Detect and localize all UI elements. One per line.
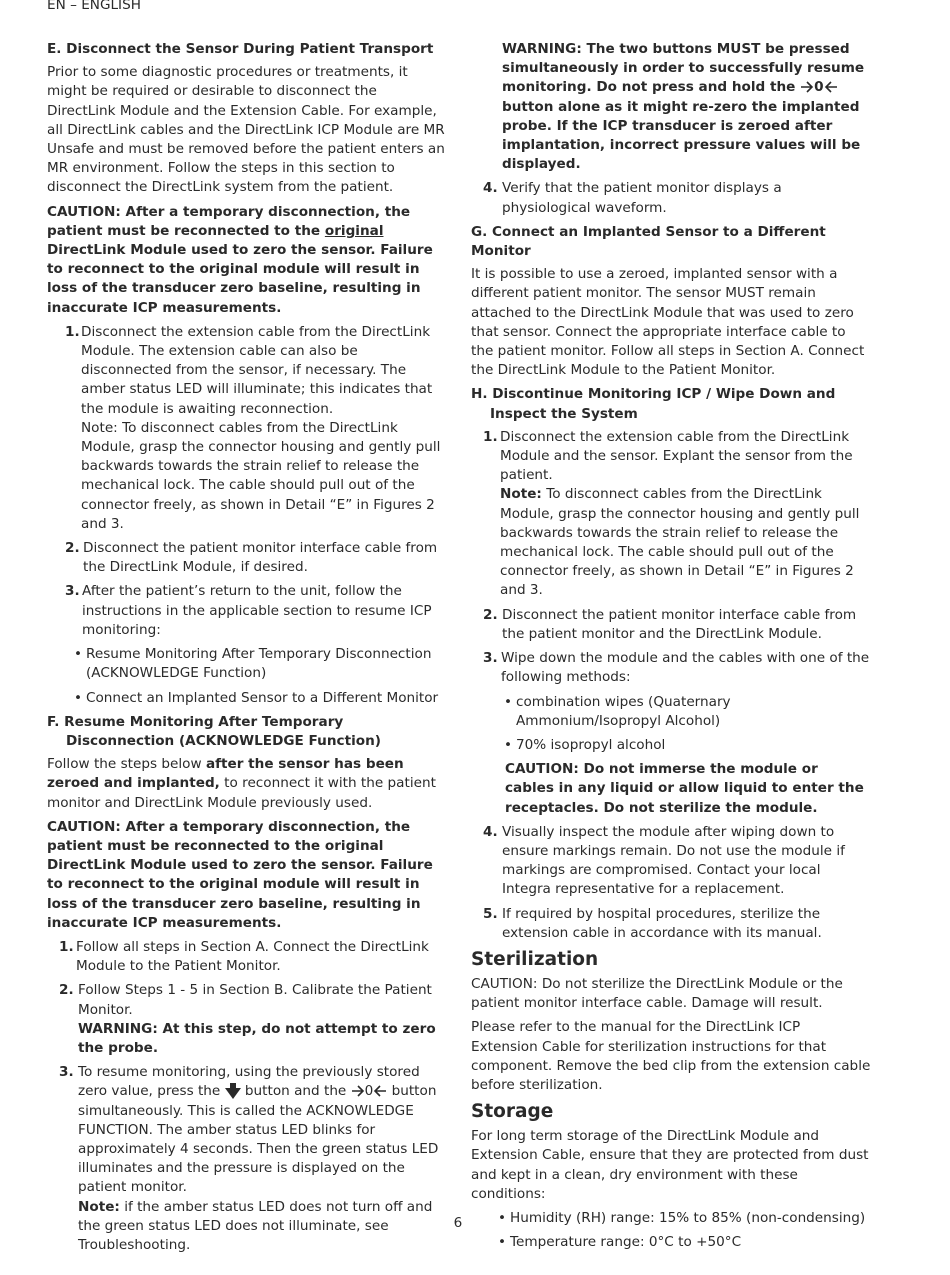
section-h-heading: H. Discontinue Monitoring ICP / Wipe Down and Inspect the System [471, 386, 836, 422]
list-item: • Connect an Implanted Sensor to a Different Monitor [74, 689, 439, 706]
list-item: • Resume Monitoring After Temporary Disconnection (ACKNOWLEDGE Function) [74, 646, 432, 682]
right-column [471, 40, 871, 1257]
step-e1: 1. Disconnect the extension cable from the DirectLink Module. The extension cable can also be disconnected from the sensor, if necessary. The amber status LED will illuminate; this indicates that the module is awaiting reconnection. Note: To disconnect cables from the DirectLink Module, grasp the connector housing and gently pull backwards towards the strain relief to release the mechanical lock. The cable should pull out of the connector freely, as shown in Detail “E” in Figures 2 and 3. [65, 323, 441, 532]
step-f4: 4. Verify that the patient monitor displays a physiological waveform. [483, 180, 782, 216]
sterilization-caution: CAUTION: Do not sterilize the DirectLink Module or the patient monitor interface cable. Damage will result. [471, 975, 843, 1012]
section-h-caution: CAUTION: Do not immerse the module or cables in any liquid or allow liquid to enter the receptacles. Do not sterilize the module. [505, 761, 864, 816]
section-g-text: It is possible to use a zeroed, implanted sensor with a different patient monitor. The sensor MUST remain attached to the DirectLink Module that was used to zero that sensor. Connect the appropriate interface cable to the patient monitor. Follow all steps in Section A. Connect the DirectLink Module to the Patient Monitor. [471, 266, 865, 379]
step-f1: 1. Follow all steps in Section A. Connect the DirectLink Module to the Patient Monitor. [59, 938, 429, 975]
language-header: EN – ENGLISH [47, 0, 141, 13]
arrow-left-icon [373, 1085, 387, 1097]
step-f2-warning: WARNING: At this step, do not attempt to zero the probe. [78, 1020, 436, 1056]
step-e1-text: Disconnect the extension cable from the DirectLink Module. The extension cable can also be disconnected from the sensor, if necessary. The amber status LED will illuminate; this indicates that the module is awaiting reconnection. [81, 323, 433, 417]
section-e-caution: CAUTION: After a temporary disconnection, the patient must be reconnected to the original DirectLink Module used to zero the sensor. Failure to reconnect to the original module will result in loss of the transducer zero baseline, resulting in inaccurate ICP measurements. [47, 203, 433, 316]
section-g-heading: G. Connect an Implanted Sensor to a Different Monitor [471, 223, 826, 260]
step-h2: 2. Disconnect the patient monitor interface cable from the patient monitor and the DirectLink Module. [483, 606, 857, 642]
list-item: • Humidity (RH) range: 15% to 85% (non-condensing) [498, 1209, 866, 1226]
section-f-caution: CAUTION: After a temporary disconnection, the patient must be reconnected to the original DirectLink Module used to zero the sensor. Failure to reconnect to the original module will result in loss of the transducer zero baseline, resulting in inaccurate ICP measurements. [47, 818, 433, 931]
step-h1: 1. Disconnect the extension cable from the DirectLink Module and the sensor. Explant the sensor from the patient. Note: To disconnect cables from the DirectLink Module, grasp the connector housing and gently pull backwards towards the strain relief to release the mechanical lock. The cable should pull out of the connector freely, as shown in Detail “E” in Figures 2 and 3. [483, 428, 860, 599]
down-triangle-icon [225, 1083, 241, 1099]
step-f2: 2. Follow Steps 1 - 5 in Section B. Calibrate the Patient Monitor. WARNING: At this step, do not attempt to zero the probe. [59, 982, 436, 1056]
list-item: • combination wipes (Quaternary Ammonium/Isopropyl Alcohol) [504, 693, 731, 729]
step-h4: 4. Visually inspect the module after wiping down to ensure markings remain. Do not use the module if markings are compromised. Contact your local Integra representative for a replacement. [483, 823, 845, 898]
list-item: • 70% isopropyl alcohol [504, 736, 666, 753]
section-f-heading: F. Resume Monitoring After Temporary Disconnection (ACKNOWLEDGE Function) [47, 713, 381, 749]
sterilization-heading: Sterilization [471, 948, 599, 970]
step-h3: 3. Wipe down the module and the cables with one of the following methods: [483, 650, 870, 686]
step-e2: 2. Disconnect the patient monitor interface cable from the DirectLink Module, if desired. [65, 540, 438, 576]
arrow-right-icon [351, 1085, 365, 1097]
list-item: • Temperature range: 0°C to +50°C [498, 1234, 742, 1251]
arrow-left-icon [824, 81, 838, 93]
step-f3-warning: WARNING: The two buttons MUST be pressed simultaneously in order to successfully resume monitoring. Do not press and hold the 0 button alone as it might re-zero the implanted probe. If the ICP transducer is zeroed after implantation, incorrect pressure values will be displayed. [502, 41, 865, 173]
step-e1-note: Note: To disconnect cables from the DirectLink Module, grasp the connector housing and gently pull backwards towards the strain relief to release the mechanical lock. The cable should pull out of the connector freely, as shown in Detail “E” in Figures 2 and 3. [81, 419, 441, 532]
page-number: 6 [453, 1215, 463, 1231]
step-f3: 3. To resume monitoring, using the previously stored zero value, press the button and the 0 button simultaneously. This is called the ACKNOWLEDGE FUNCTION. The amber status LED blinks for approximately 4 seconds. Then the green status LED illuminates and the pressure is displayed on the patient monitor. Note: if the amber status LED does not turn off and the green status LED does not illuminate, see Troubleshooting. [59, 1064, 439, 1253]
arrow-right-icon [800, 81, 814, 93]
section-e-heading: E. Disconnect the Sensor During Patient Transport [47, 41, 434, 57]
step-e3: 3. After the patient’s return to the unit, follow the instructions in the applicable section to resume ICP monitoring: [65, 583, 432, 638]
step-h5: 5. If required by hospital procedures, sterilize the extension cable in accordance with its manual. [483, 905, 822, 941]
storage-text: For long term storage of the DirectLink Module and Extension Cable, ensure that they are protected from dust and kept in a clean, dry environment with these conditions: [471, 1128, 869, 1202]
section-e-intro: Prior to some diagnostic procedures or treatments, it might be required or desirable to disconnect the DirectLink Module and the Extension Cable. For example, all DirectLink cables and the DirectLink ICP Module are MR Unsafe and must be removed before the patient enters an MR environment. Follow the steps in this section to disconnect the DirectLink system from the patient. [47, 64, 445, 196]
storage-heading: Storage [471, 1101, 554, 1123]
section-f-intro: Follow the steps below after the sensor has been zeroed and implanted, to reconnect it with the patient monitor and DirectLink Module previously used. [47, 756, 436, 811]
sterilization-text: Please refer to the manual for the DirectLink ICP Extension Cable for sterilization instructions for that component. Remove the bed clip from the extension cable before sterilization. [471, 1019, 871, 1093]
left-column [47, 40, 447, 1260]
